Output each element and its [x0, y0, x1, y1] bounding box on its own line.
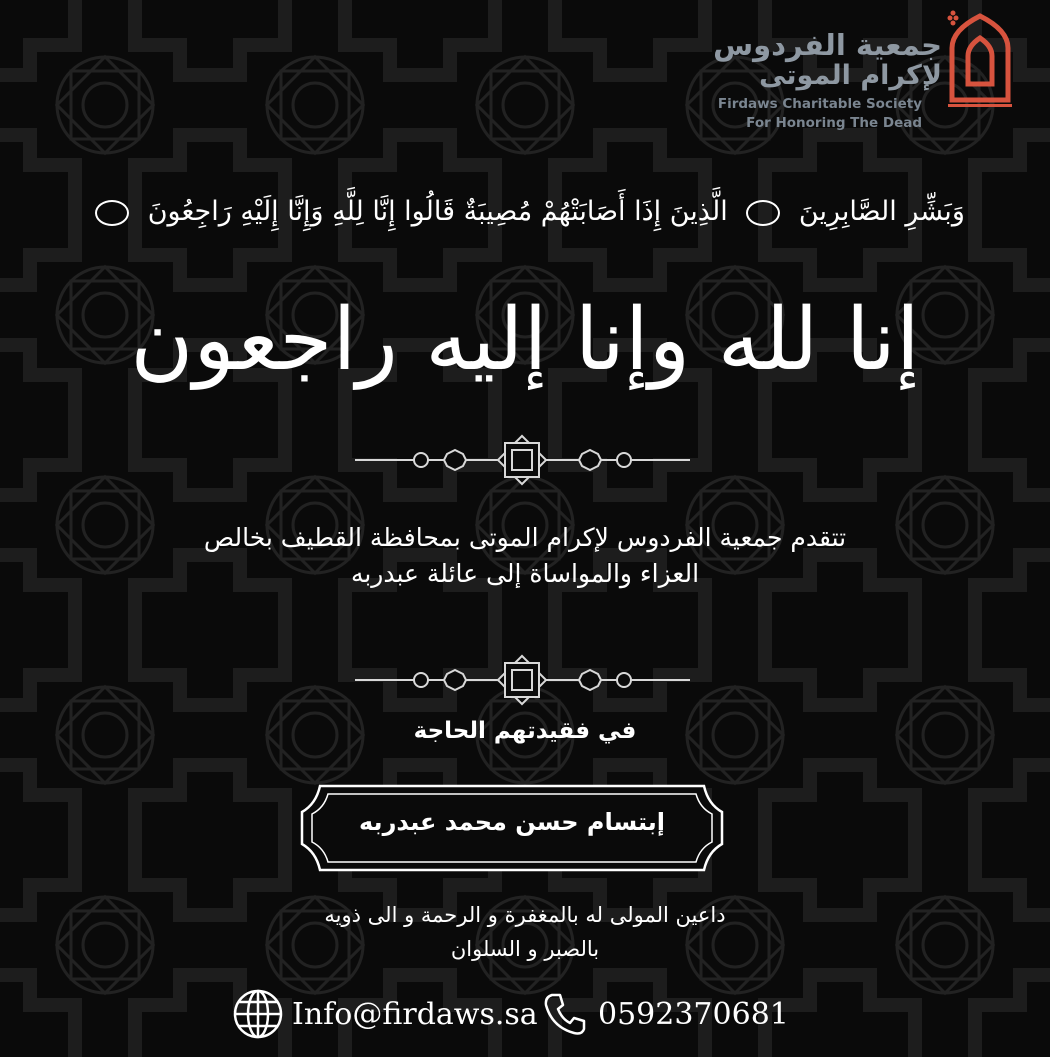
logo-name-english-2: For Honoring The Dead: [746, 115, 922, 131]
prayer-text: [150, 898, 900, 966]
quran-verse: [40, 196, 1010, 227]
ornament-divider: [355, 650, 690, 710]
deceased-label: في فقيدتهم الحاجة: [413, 718, 637, 744]
verse-part-1: وَبَشِّرِ الصَّابِرِينَ: [798, 196, 965, 227]
condolence-line-2: العزاء والمواساة إلى عائلة عبدربه: [350, 559, 700, 588]
prayer-line-2: بالصبر و السلوان: [450, 937, 600, 961]
condolence-message: [100, 520, 950, 592]
society-logo: [713, 8, 1030, 133]
logo-name-arabic-1: جمعية الفردوس: [713, 28, 942, 62]
deceased-name: إبتسام حسن محمد عبدربه: [359, 808, 665, 836]
ornament-divider: [355, 430, 690, 490]
calligraphy-heading: إنا لله وإنا إليه راجعون: [130, 290, 920, 390]
prayer-line-1: داعين المولى له بالمغفرة و الرحمة و الى ذويه: [324, 903, 726, 927]
condolence-line-1: تتقدم جمعية الفردوس لإكرام الموتى بمحافظة القطيف بخالص: [203, 523, 847, 552]
mosque-arch-logo-icon: [940, 8, 1020, 133]
contact-bar: [230, 985, 830, 1043]
logo-name-arabic-2: لإكرام الموتى: [759, 60, 942, 91]
phone-icon: [542, 991, 588, 1037]
phone-contact[interactable]: [542, 985, 789, 1043]
globe-icon: [232, 988, 284, 1040]
logo-name-english-1: Firdaws Charitable Society: [717, 96, 922, 112]
ayah-end-marker: [746, 200, 780, 226]
ayah-end-marker: [95, 200, 129, 226]
email-text[interactable]: Info@firdaws.sa: [292, 996, 538, 1032]
email-contact[interactable]: [232, 985, 538, 1043]
verse-part-2: الَّذِينَ إِذَا أَصَابَتْهُمْ مُصِيبَةٌ قَالُوا إِنَّا لِلَّهِ وَإِنَّا إِلَيْهِ رَاجِعُونَ: [147, 196, 728, 227]
phone-text[interactable]: 0592370681: [598, 996, 789, 1032]
